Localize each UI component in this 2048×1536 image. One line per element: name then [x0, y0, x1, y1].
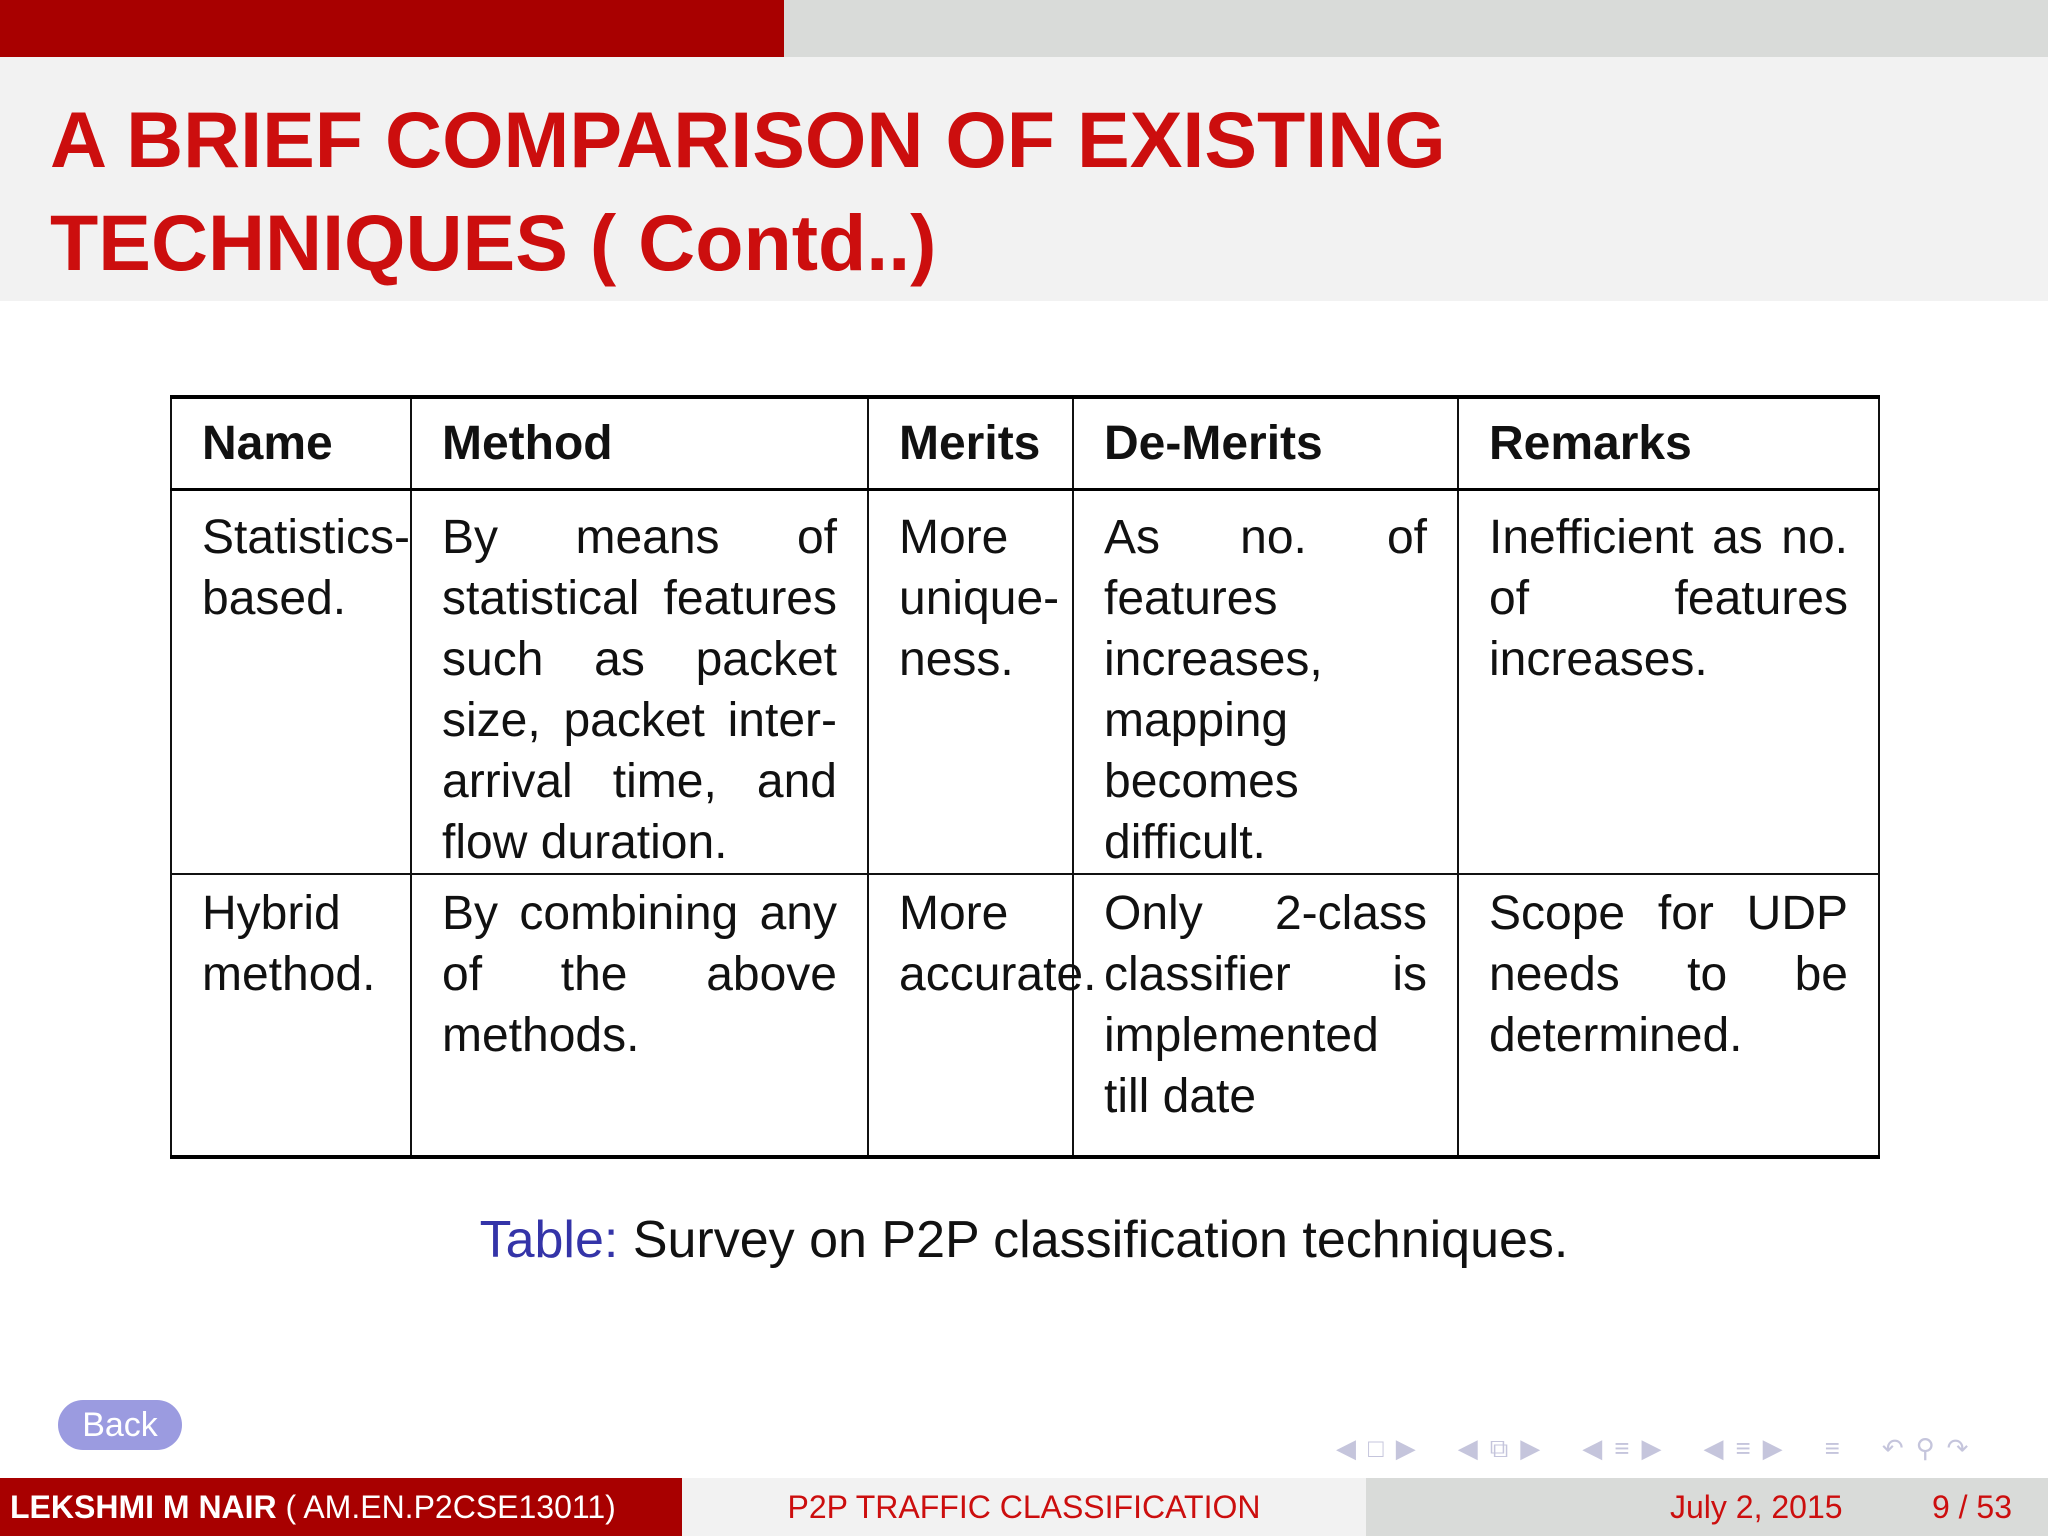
table-row: [171, 490, 1879, 875]
footer-page-number: 9 / 53: [1931, 1489, 2012, 1525]
table-cell-method: By combining any of the above methods.: [411, 874, 868, 1157]
document-icon[interactable]: ≡: [1735, 1433, 1751, 1463]
header-merits: Merits: [868, 397, 1073, 490]
table-cell-demerits: As no. of features increases, mapping becomes difficult.: [1073, 490, 1458, 875]
header-remarks: Remarks: [1458, 397, 1879, 490]
table-cell-merits: More accurate.: [868, 874, 1073, 1157]
caption-text: Survey on P2P classification techniques.: [632, 1211, 1569, 1269]
table-cell-remarks: Inefficient as no. of features increases.: [1458, 490, 1879, 875]
footer-author: LEKSHMI M NAIR: [10, 1489, 277, 1525]
header-name: Name: [171, 397, 411, 490]
arrow-right-icon[interactable]: ▶: [1641, 1433, 1662, 1463]
comparison-table: [170, 395, 1880, 1159]
table-cell-name: Hybrid method.: [171, 874, 411, 1157]
align-icon[interactable]: ≡: [1824, 1433, 1840, 1463]
footer-id: ( AM.EN.P2CSE13011): [285, 1489, 616, 1525]
table-cell-remarks: Scope for UDP needs to be determined.: [1458, 874, 1879, 1157]
section-icon[interactable]: ≡: [1614, 1433, 1630, 1463]
arrow-left-icon[interactable]: ◀: [1582, 1433, 1603, 1463]
table-caption: [0, 1210, 2048, 1270]
table-cell-name: Statistics-based.: [171, 490, 411, 875]
subsection-icon[interactable]: ⧉: [1489, 1433, 1509, 1463]
frame-icon[interactable]: □: [1368, 1433, 1384, 1463]
presentation-progress-bar: [0, 0, 2048, 57]
footer: [0, 1478, 2048, 1536]
arrow-right-icon[interactable]: ▶: [1762, 1433, 1783, 1463]
arrow-left-icon[interactable]: ◀: [1336, 1433, 1356, 1463]
progress-bar-fill: [0, 0, 784, 57]
undo-icon[interactable]: ↶: [1881, 1433, 1904, 1463]
comparison-table-container: [170, 395, 1878, 1159]
footer-date: July 2, 2015: [1670, 1489, 1843, 1525]
table-cell-merits: More unique-ness.: [868, 490, 1073, 875]
table-cell-method: By means of statistical features such as packet size, packet inter-arrival time, and flow duration.: [411, 490, 868, 875]
arrow-right-icon[interactable]: ▶: [1520, 1433, 1541, 1463]
slide-title: A BRIEF COMPARISON OF EXISTING TECHNIQUES ( Contd..): [50, 95, 1446, 287]
caption-label: Table:: [479, 1211, 619, 1269]
redo-icon[interactable]: ↷: [1946, 1433, 1969, 1463]
footer-title: P2P TRAFFIC CLASSIFICATION: [682, 1478, 1366, 1536]
table-cell-demerits: Only 2-class classifier is implemented till date: [1073, 874, 1458, 1157]
footer-author-block: [0, 1478, 682, 1536]
header-method: Method: [411, 397, 868, 490]
footer-right-block: [1366, 1478, 2048, 1536]
table-header-row: [171, 397, 1879, 490]
zoom-icon[interactable]: ⚲: [1915, 1433, 1935, 1463]
back-button[interactable]: Back: [58, 1400, 182, 1450]
table-row: [171, 874, 1879, 1157]
arrow-right-icon[interactable]: ▶: [1395, 1433, 1416, 1463]
arrow-left-icon[interactable]: ◀: [1457, 1433, 1478, 1463]
navigation-controls: [1330, 1430, 1974, 1466]
arrow-left-icon[interactable]: ◀: [1703, 1433, 1724, 1463]
header-demerits: De-Merits: [1073, 397, 1458, 490]
